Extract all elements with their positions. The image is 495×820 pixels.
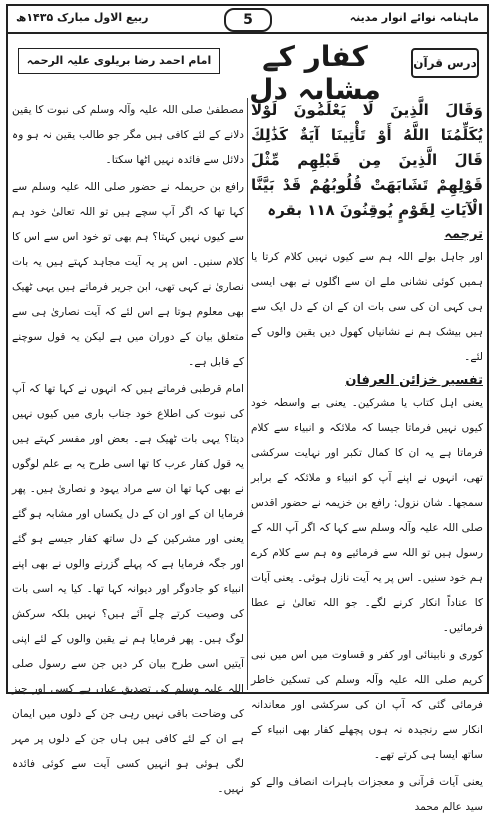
page-number: 5 — [224, 8, 272, 32]
column-divider — [247, 98, 248, 690]
tafsir-paragraph: یعنی آیات قرآنی و معجزات باہرات انصاف والے کو سید عالم محمد — [251, 776, 483, 813]
right-column — [251, 98, 483, 820]
commentary-paragraph: امام قرطبی فرماتے ہیں کہ انہوں نے کہا تھا کہ آپ کی نبوت کی اطلاع خود جناب باری میں کیوں نہیں دیتا؟ یہی بات ٹھیک ہے۔ بعض اور مفسر کہتے ہیں یہ قول کفار عرب کا تھا اسی طرح یہ بے علم لوگوں نے بھی کہا تھا ان سے مراد یہود و نصاریٰ ہیں۔ پھر فرمایا ان کے اور ان کے دل یکساں اور مشابہ ہو گئے یعنی اور مشرکین کے دل ساتھ کفار جیسے ہو گئے اور جگہ فرمایا ہے کہ پہلے گزرنے والوں نے بھی اپنے انبیاء کو جادوگر اور دیوانہ کہا تھا۔ کیا یہ اسی بات کی وصیت کرتے چلے آئے ہیں؟ نہیں بلکہ سرکش لوگ ہیں۔ پھر فرمایا ہم نے یقین والوں کے لئے اپنی آیتیں اسی طرح بیان کر دیں جن سے رسول صلی اللہ علیہ وسلم کی تصدیق عیاں ہے کسی اور چیز کی وضاحت باقی نہیں رہی جن کے دلوں میں ایمان ہے ان کے لئے کافی ہیں ہاں جن کے دلوں پر مہر لگی ہوئی ہو انہیں کسی آیت سے کوئی فائدہ نہیں۔ — [12, 383, 244, 795]
arabic-verse: وَقَالَ الَّذِينَ لَا يَعْلَمُونَ لَوْلَا يُكَلِّمُنَا اللَّهُ أَوْ تَأْتِينَا آيَةٌ كَذَٰلِكَ قَالَ الَّذِينَ مِن قَبْلِهِم مِّثْلَ قَوْلِهِمْ تَشَابَهَتْ قُلُوبُهُمْ قَدْ بَيَّنَّا الْآيَاتِ لِقَوْمٍ يُوقِنُونَ ۱۱۸ بقرہ — [251, 101, 483, 219]
issue-date: ربیع الاول مبارک ۱۴۳۵ھ — [16, 11, 149, 24]
translation-heading: ترجمہ — [444, 227, 483, 242]
left-column — [12, 98, 244, 802]
author-name: امام احمد رضا بریلوی علیہ الرحمہ — [18, 48, 220, 74]
commentary-paragraph: مصطفیٰ صلی اللہ علیہ وآلہ وسلم کی نبوت کا یقین دلانے کے لئے کافی ہیں مگر جو طالب یقین نہ ہو وہ دلائل سے فائدہ نہیں اٹھا سکتا۔ — [12, 104, 244, 166]
title-row — [14, 38, 481, 106]
tafsir-paragraph: یعنی اہل کتاب یا مشرکین۔ یعنی بے واسطہ خود کیوں نہیں فرماتا جیسا کہ ملائکہ و انبیاء سے کلام فرماتا ہے یہ ان کا کمال تکبر اور نہایت سرکشی تھی، انہوں نے اپنے آپ کو انبیاء و ملائکہ کے برابر سمجھا۔ شان نزول: رافع بن خزیمہ نے حضور اقدس صلی اللہ علیہ وآلہ وسلم سے کہا کہ اگر آپ اللہ کے رسول ہیں تو اللہ سے فرمائیے وہ ہم سے کلام کرے ہم خود سنیں۔ اس پر یہ آیت نازل ہوئی۔ یعنی آیات کا عناداً انکار کرنے لگے۔ جو اللہ تعالیٰ نے عطا فرمائیں۔ — [251, 397, 483, 634]
translation-text: اور جاہل بولے اللہ ہم سے کیوں نہیں کلام کرتا یا ہمیں کوئی نشانی ملے ان سے اگلوں نے بھی ایسی ہی کہی ان کی سی بات ان کے ان کے دل ایک سے ہیں بیشک ہم نے نشانیاں کھول دیں یقین والوں کے لئے۔ — [251, 251, 483, 363]
tafsir-heading: تفسیر خزائن العرفان — [345, 373, 483, 388]
commentary-paragraph: رافع بن حریملہ نے حضور صلی اللہ علیہ وسلم سے کہا تھا کہ اگر آپ سچے ہیں تو اللہ تعالیٰ خود ہم سے کیوں نہیں کہتا؟ ہم بھی تو خود اس سے اس کا کلام سنیں۔ اس پر یہ آیت مجاہد کہتے ہیں یہ بات نصاریٰ نے کہی تھی، ابن جریر فرماتے ہیں یہی ٹھیک بھی معلوم ہوتا ہے اس لئے کہ آیت نصاریٰ ہی سے متعلق بیان کے دوران میں ہے لیکن یہ قول سوچنے کے قابل ہے۔ — [12, 181, 244, 368]
magazine-page — [6, 4, 489, 813]
section-label: درس قرآن — [411, 48, 479, 78]
page-header — [8, 6, 487, 34]
tafsir-paragraph: کوری و نابینائی اور کفر و قساوت میں اس میں نبی کریم صلی اللہ علیہ وآلہ وسلم کی تسکین خاطر فرمائی گئی کہ آپ ان کی سرکشی اور معاندانہ انکار سے رنجیدہ نہ ہوں پچھلے کفار بھی انبیاء کے ساتھ ایسا ہی کرتے تھے۔ — [251, 649, 483, 761]
article-title: کفار کے مشابہ دل — [249, 40, 381, 106]
magazine-name: ماہنامہ نوائے انوار مدینہ — [349, 11, 479, 24]
